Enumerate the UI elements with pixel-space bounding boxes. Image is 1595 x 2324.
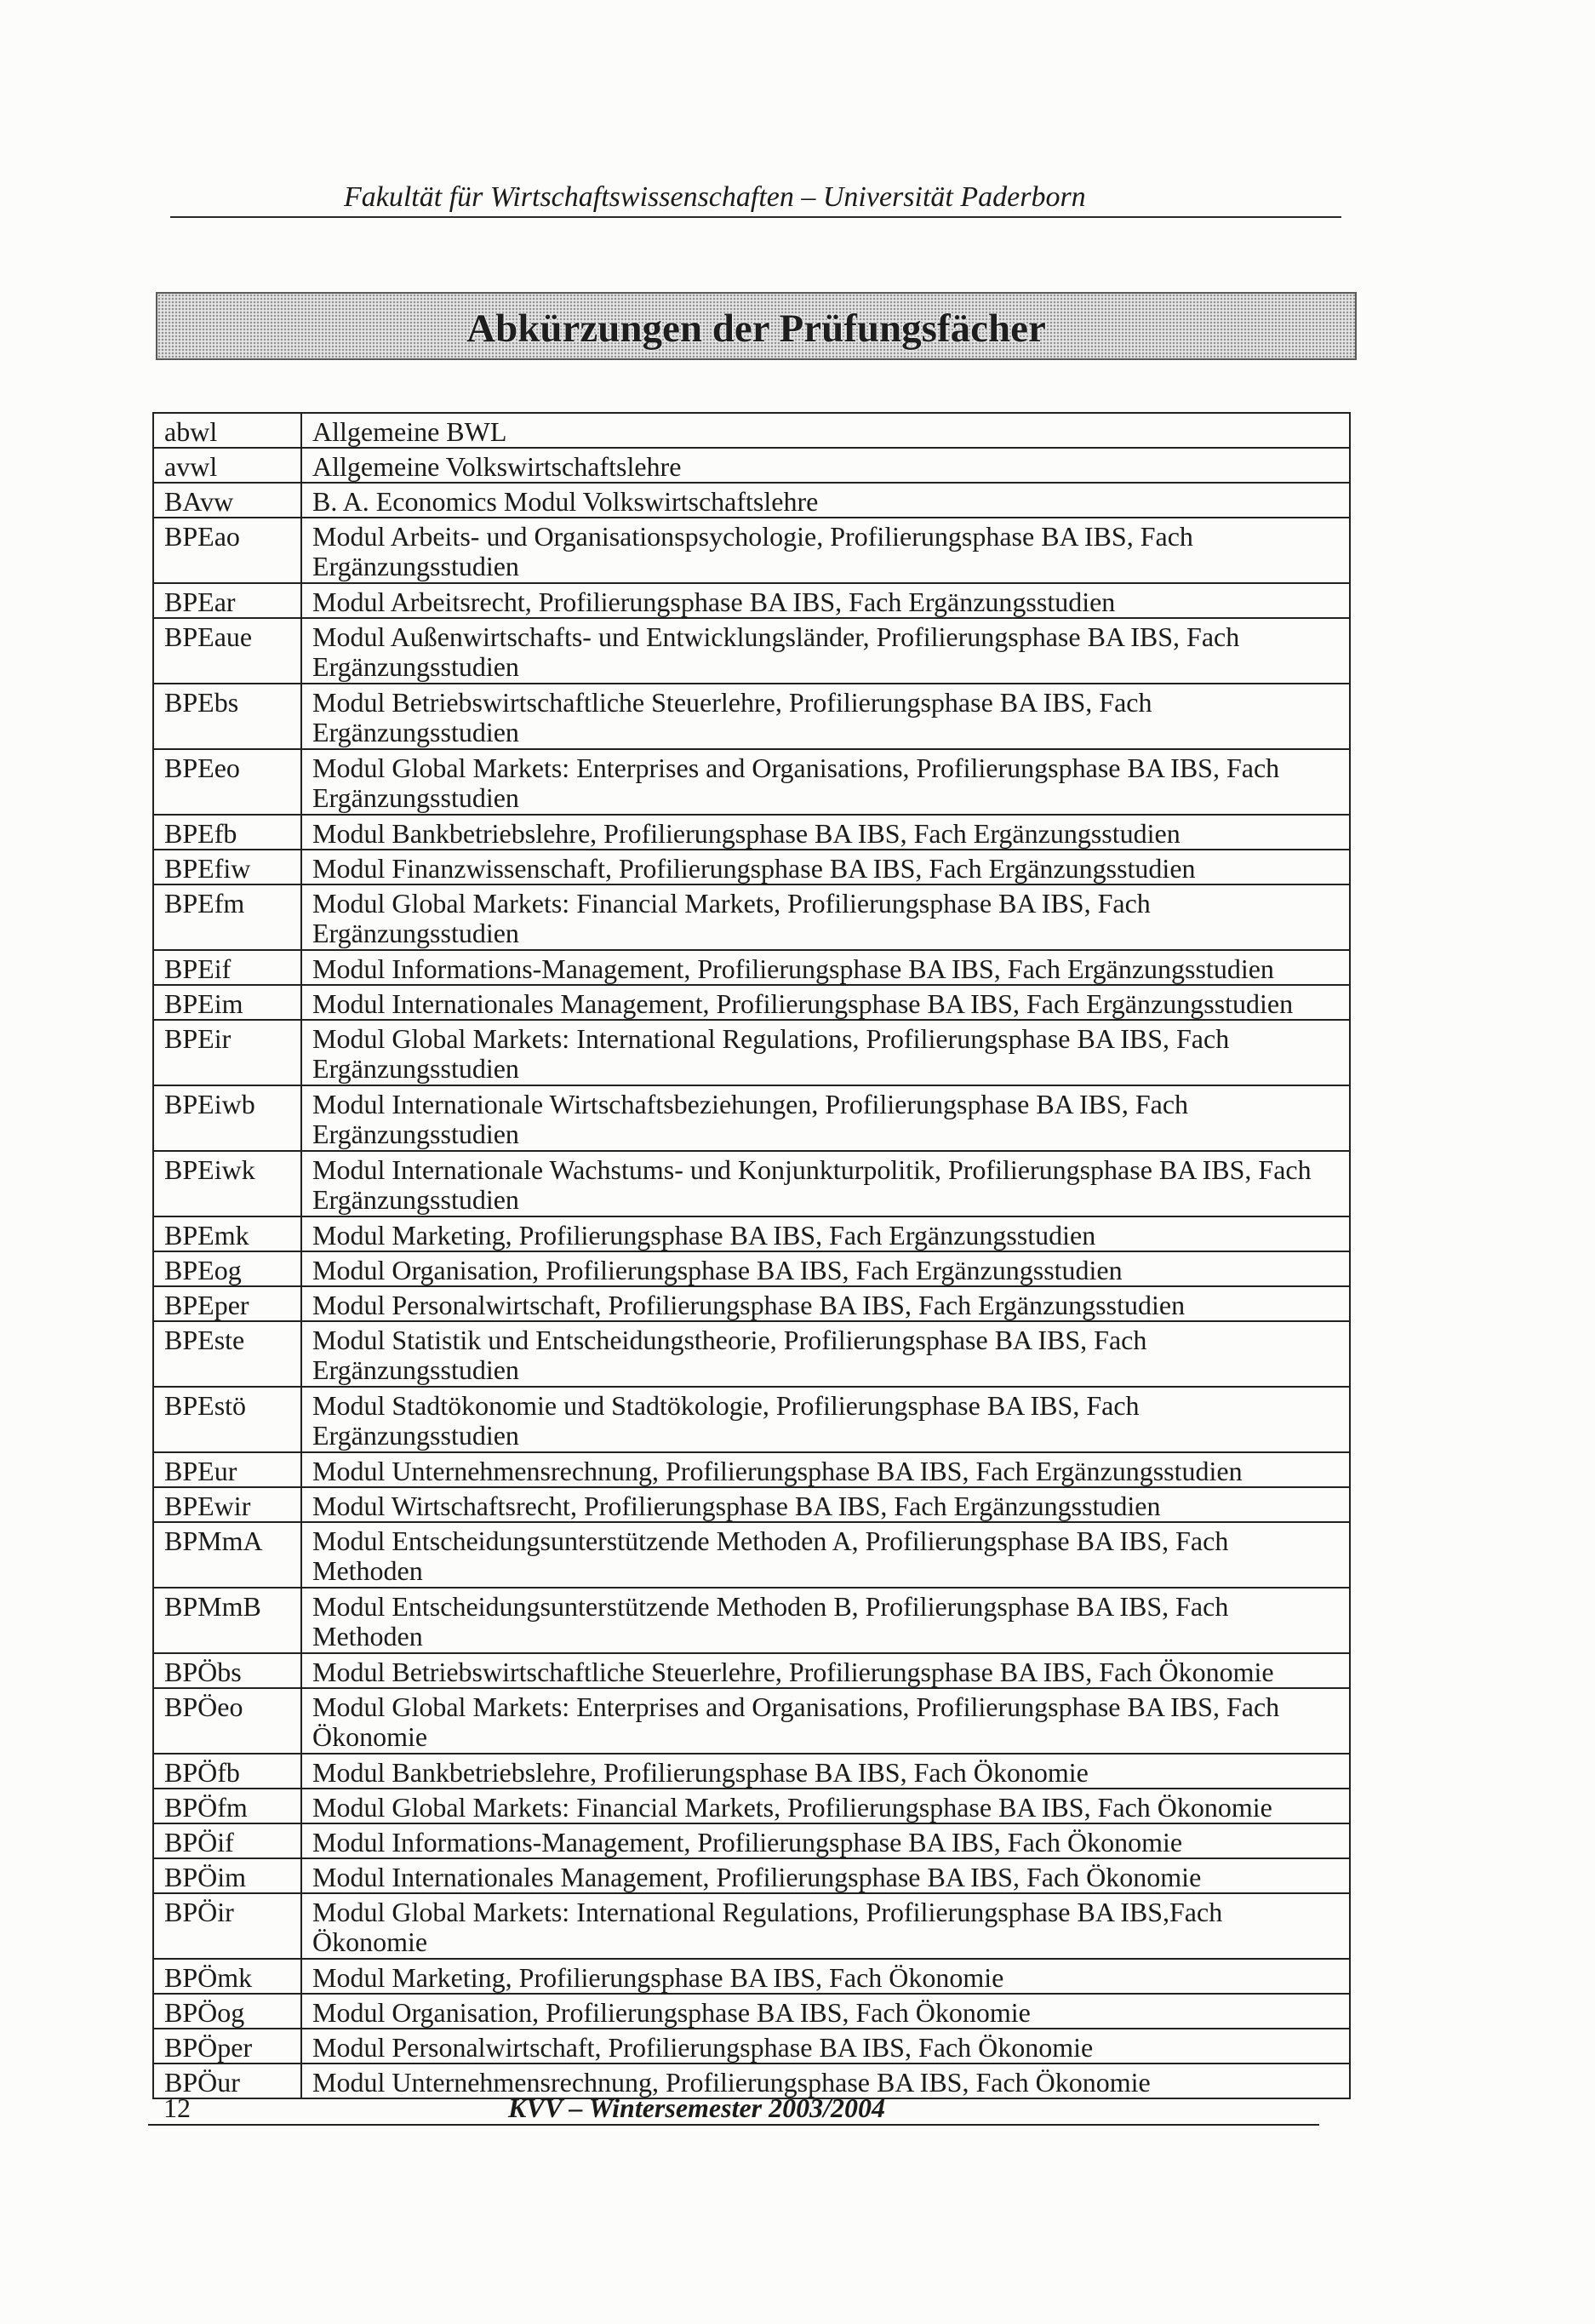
table-row bbox=[153, 1858, 1350, 1893]
description-line: Modul Bankbetriebslehre, Profilierungsphase BA IBS, Fach Ergänzungsstudien bbox=[312, 818, 1181, 849]
table-row bbox=[153, 1754, 1350, 1789]
publication-title: KVV – Wintersemester 2003/2004 bbox=[508, 2092, 886, 2123]
abbreviation-cell: BPÖir bbox=[153, 1893, 301, 1959]
abbreviation-cell: BPEar bbox=[153, 583, 301, 618]
abbreviation-cell: avwl bbox=[153, 448, 301, 483]
abbreviation-cell: BPEif bbox=[153, 950, 301, 985]
description-cell bbox=[301, 1286, 1350, 1321]
table-row bbox=[153, 749, 1350, 815]
table-row bbox=[153, 483, 1350, 518]
description-line: Modul Bankbetriebslehre, Profilierungsphase BA IBS, Fach Ökonomie bbox=[312, 1757, 1089, 1788]
description-line: Modul Betriebswirtschaftliche Steuerlehre, Profilierungsphase BA IBS, Fach bbox=[312, 687, 1152, 718]
table-row bbox=[153, 815, 1350, 850]
abbreviation-cell: BPEir bbox=[153, 1020, 301, 1085]
description-cell bbox=[301, 749, 1350, 815]
table-row bbox=[153, 1653, 1350, 1688]
description-cell bbox=[301, 1823, 1350, 1858]
description-line: Modul Informations-Management, Profilierungsphase BA IBS, Fach Ökonomie bbox=[312, 1827, 1183, 1857]
description-cell bbox=[301, 618, 1350, 684]
table-row bbox=[153, 1216, 1350, 1251]
abbreviation-cell: BPEiwk bbox=[153, 1151, 301, 1216]
table-row bbox=[153, 1789, 1350, 1823]
abbreviation-cell: BPÖog bbox=[153, 1994, 301, 2029]
description-line: Ergänzungsstudien bbox=[312, 1354, 519, 1385]
description-cell bbox=[301, 1588, 1350, 1653]
description-cell bbox=[301, 1688, 1350, 1754]
description-line: Allgemeine Volkswirtschaftslehre bbox=[312, 451, 682, 482]
description-cell bbox=[301, 1151, 1350, 1216]
description-cell bbox=[301, 1653, 1350, 1688]
abbreviation-cell: BPMmA bbox=[153, 1522, 301, 1588]
abbreviation-cell: BPEwir bbox=[153, 1487, 301, 1522]
description-cell bbox=[301, 985, 1350, 1020]
description-line: Ergänzungsstudien bbox=[312, 717, 519, 747]
abbreviation-cell: BPEiwb bbox=[153, 1085, 301, 1151]
table-row bbox=[153, 413, 1350, 448]
abbreviation-cell: BPEfiw bbox=[153, 850, 301, 884]
description-line: Modul Internationales Management, Profilierungsphase BA IBS, Fach Ökonomie bbox=[312, 1862, 1202, 1892]
description-line: Modul Marketing, Profilierungsphase BA IBS, Fach Ergänzungsstudien bbox=[312, 1220, 1096, 1251]
description-line: Modul Entscheidungsunterstützende Methoden A, Profilierungsphase BA IBS, Fach bbox=[312, 1525, 1229, 1556]
description-line: Modul Global Markets: International Regulations, Profilierungsphase BA IBS,Fach bbox=[312, 1897, 1223, 1927]
description-line: Modul Organisation, Profilierungsphase BA IBS, Fach Ergänzungsstudien bbox=[312, 1255, 1123, 1285]
description-line: Ökonomie bbox=[312, 1926, 428, 1957]
abbreviation-table bbox=[152, 412, 1351, 2099]
description-line: Modul Außenwirtschafts- und Entwicklungsländer, Profilierungsphase BA IBS, Fach bbox=[312, 621, 1240, 652]
table-row bbox=[153, 518, 1350, 583]
description-cell bbox=[301, 1452, 1350, 1487]
description-line: Ergänzungsstudien bbox=[312, 551, 519, 581]
description-cell bbox=[301, 583, 1350, 618]
description-line: Allgemeine BWL bbox=[312, 416, 507, 447]
abbreviation-cell: BPEper bbox=[153, 1286, 301, 1321]
description-cell bbox=[301, 1522, 1350, 1588]
table-row bbox=[153, 448, 1350, 483]
abbreviation-cell: BAvw bbox=[153, 483, 301, 518]
table-row bbox=[153, 684, 1350, 749]
description-cell bbox=[301, 1020, 1350, 1085]
description-cell bbox=[301, 2029, 1350, 2064]
abbreviation-cell: BPÖur bbox=[153, 2064, 301, 2098]
description-cell bbox=[301, 1789, 1350, 1823]
table-row bbox=[153, 1893, 1350, 1959]
table-row bbox=[153, 2029, 1350, 2064]
table-row bbox=[153, 583, 1350, 618]
table-row bbox=[153, 1823, 1350, 1858]
description-line: Ergänzungsstudien bbox=[312, 1184, 519, 1215]
description-line: Modul Stadtökonomie und Stadtökologie, Profilierungsphase BA IBS, Fach bbox=[312, 1390, 1140, 1421]
description-line: Modul Global Markets: Enterprises and Organisations, Profilierungsphase BA IBS, Fach bbox=[312, 753, 1280, 783]
description-line: Modul Personalwirtschaft, Profilierungsphase BA IBS, Fach Ergänzungsstudien bbox=[312, 1290, 1186, 1320]
abbreviation-cell: BPEog bbox=[153, 1251, 301, 1286]
table-row bbox=[153, 985, 1350, 1020]
description-cell bbox=[301, 1858, 1350, 1893]
description-line: Modul Marketing, Profilierungsphase BA IBS, Fach Ökonomie bbox=[312, 1962, 1004, 1993]
description-cell bbox=[301, 518, 1350, 583]
table-row bbox=[153, 1151, 1350, 1216]
description-line: Modul Arbeits- und Organisationspsychologie, Profilierungsphase BA IBS, Fach bbox=[312, 521, 1193, 552]
description-line: Modul Internationales Management, Profilierungsphase BA IBS, Fach Ergänzungsstudien bbox=[312, 988, 1294, 1019]
description-cell bbox=[301, 448, 1350, 483]
abbreviation-cell: BPÖmk bbox=[153, 1959, 301, 1994]
description-line: Modul Internationale Wachstums- und Konjunkturpolitik, Profilierungsphase BA IBS, Fach bbox=[312, 1154, 1312, 1185]
description-cell bbox=[301, 950, 1350, 985]
description-line: Modul Informations-Management, Profilierungsphase BA IBS, Fach Ergänzungsstudien bbox=[312, 953, 1274, 984]
table-row bbox=[153, 850, 1350, 884]
table-row bbox=[153, 884, 1350, 950]
description-line: Modul Global Markets: International Regulations, Profilierungsphase BA IBS, Fach bbox=[312, 1023, 1230, 1054]
abbreviation-cell: BPÖfb bbox=[153, 1754, 301, 1789]
description-line: Modul Personalwirtschaft, Profilierungsphase BA IBS, Fach Ökonomie bbox=[312, 2032, 1094, 2063]
description-line: Ergänzungsstudien bbox=[312, 1053, 519, 1084]
description-cell bbox=[301, 850, 1350, 884]
description-cell bbox=[301, 1387, 1350, 1452]
abbreviation-cell: BPÖfm bbox=[153, 1789, 301, 1823]
abbreviation-cell: BPEim bbox=[153, 985, 301, 1020]
description-cell bbox=[301, 1959, 1350, 1994]
description-line: Methoden bbox=[312, 1555, 423, 1586]
description-line: Ergänzungsstudien bbox=[312, 1119, 519, 1149]
description-line: B. A. Economics Modul Volkswirtschaftslehre bbox=[312, 486, 819, 517]
abbreviation-cell: BPEfm bbox=[153, 884, 301, 950]
description-cell bbox=[301, 1487, 1350, 1522]
abbreviation-cell: BPÖbs bbox=[153, 1653, 301, 1688]
description-line: Modul Unternehmensrechnung, Profilierungsphase BA IBS, Fach Ergänzungsstudien bbox=[312, 1456, 1243, 1486]
description-cell bbox=[301, 1754, 1350, 1789]
table-row bbox=[153, 950, 1350, 985]
description-line: Ergänzungsstudien bbox=[312, 782, 519, 813]
running-header bbox=[170, 179, 1341, 218]
description-line: Ergänzungsstudien bbox=[312, 918, 519, 948]
table-row bbox=[153, 1588, 1350, 1653]
abbreviation-cell: BPEur bbox=[153, 1452, 301, 1487]
table-row bbox=[153, 1321, 1350, 1387]
description-cell bbox=[301, 1085, 1350, 1151]
table-row bbox=[153, 1085, 1350, 1151]
description-cell bbox=[301, 413, 1350, 448]
description-cell bbox=[301, 1251, 1350, 1286]
section-title: Abkürzungen der Prüfungsfächer bbox=[466, 306, 1046, 351]
description-line: Modul Arbeitsrecht, Profilierungsphase BA IBS, Fach Ergänzungsstudien bbox=[312, 587, 1116, 617]
abbreviation-cell: BPEeo bbox=[153, 749, 301, 815]
abbreviation-cell: BPEao bbox=[153, 518, 301, 583]
description-cell bbox=[301, 884, 1350, 950]
description-line: Modul Global Markets: Financial Markets, Profilierungsphase BA IBS, Fach Ökonomie bbox=[312, 1792, 1272, 1823]
table-row bbox=[153, 1522, 1350, 1588]
abbreviation-cell: abwl bbox=[153, 413, 301, 448]
table-row bbox=[153, 1688, 1350, 1754]
abbreviation-cell: BPEstö bbox=[153, 1387, 301, 1452]
description-line: Modul Statistik und Entscheidungstheorie, Profilierungsphase BA IBS, Fach bbox=[312, 1325, 1147, 1355]
description-cell bbox=[301, 684, 1350, 749]
table-row bbox=[153, 1487, 1350, 1522]
table-row bbox=[153, 1251, 1350, 1286]
description-line: Modul Entscheidungsunterstützende Methoden B, Profilierungsphase BA IBS, Fach bbox=[312, 1591, 1229, 1622]
description-cell bbox=[301, 815, 1350, 850]
description-line: Modul Global Markets: Financial Markets, Profilierungsphase BA IBS, Fach bbox=[312, 888, 1151, 919]
description-cell bbox=[301, 1994, 1350, 2029]
abbreviation-cell: BPÖeo bbox=[153, 1688, 301, 1754]
description-line: Modul Global Markets: Enterprises and Organisations, Profilierungsphase BA IBS, Fach bbox=[312, 1691, 1280, 1722]
description-line: Modul Internationale Wirtschaftsbeziehungen, Profilierungsphase BA IBS, Fach bbox=[312, 1089, 1189, 1119]
table-row bbox=[153, 1959, 1350, 1994]
abbreviation-cell: BPEste bbox=[153, 1321, 301, 1387]
description-cell bbox=[301, 1893, 1350, 1959]
description-line: Modul Unternehmensrechnung, Profilierungsphase BA IBS, Fach Ökonomie bbox=[312, 2067, 1151, 2098]
abbreviation-cell: BPEbs bbox=[153, 684, 301, 749]
abbreviation-cell: BPEmk bbox=[153, 1216, 301, 1251]
table-row bbox=[153, 618, 1350, 684]
description-line: Modul Betriebswirtschaftliche Steuerlehre, Profilierungsphase BA IBS, Fach Ökonomie bbox=[312, 1657, 1274, 1687]
abbreviation-cell: BPÖper bbox=[153, 2029, 301, 2064]
description-cell bbox=[301, 1321, 1350, 1387]
page-number: 12 bbox=[163, 2092, 191, 2123]
abbreviation-cell: BPEaue bbox=[153, 618, 301, 684]
abbreviation-cell: BPÖim bbox=[153, 1858, 301, 1893]
abbreviation-cell: BPMmB bbox=[153, 1588, 301, 1653]
description-line: Modul Wirtschaftsrecht, Profilierungsphase BA IBS, Fach Ergänzungsstudien bbox=[312, 1491, 1161, 1521]
description-cell bbox=[301, 483, 1350, 518]
running-footer bbox=[148, 2087, 1319, 2126]
abbreviation-cell: BPÖif bbox=[153, 1823, 301, 1858]
section-title-box bbox=[156, 292, 1357, 360]
description-cell bbox=[301, 1216, 1350, 1251]
description-line: Modul Organisation, Profilierungsphase BA IBS, Fach Ökonomie bbox=[312, 1997, 1031, 2028]
table-row bbox=[153, 1994, 1350, 2029]
table-row bbox=[153, 1020, 1350, 1085]
description-line: Methoden bbox=[312, 1621, 423, 1651]
description-line: Ökonomie bbox=[312, 1721, 428, 1752]
table-row bbox=[153, 1387, 1350, 1452]
description-line: Ergänzungsstudien bbox=[312, 1420, 519, 1451]
table-row bbox=[153, 1452, 1350, 1487]
description-line: Ergänzungsstudien bbox=[312, 651, 519, 682]
abbreviation-cell: BPEfb bbox=[153, 815, 301, 850]
table-row bbox=[153, 1286, 1350, 1321]
faculty-header-text: Fakultät für Wirtschaftswissenschaften – Universität Paderborn bbox=[344, 181, 1086, 213]
description-line: Modul Finanzwissenschaft, Profilierungsphase BA IBS, Fach Ergänzungsstudien bbox=[312, 853, 1196, 884]
